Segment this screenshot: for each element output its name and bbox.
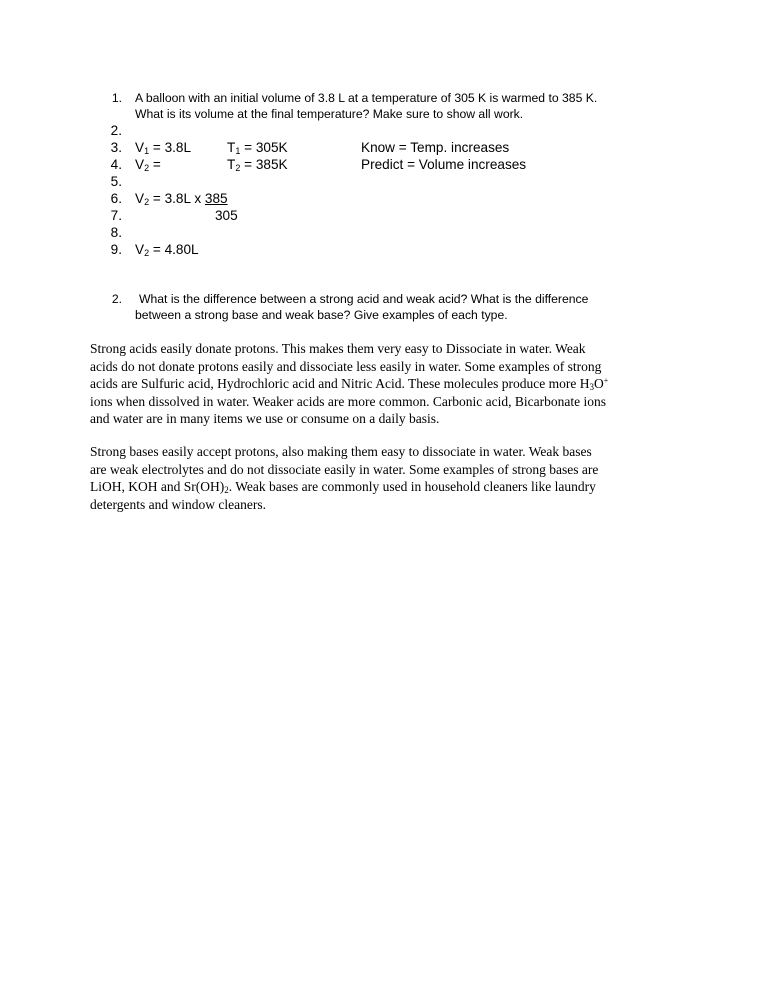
work-line-number: 6. [110,191,122,206]
final-answer: $V_2 = 4.80L$ [135,242,199,258]
unknown-v2: $V_2$ = [135,157,161,173]
question-2-number: 2. [111,292,122,306]
question-1-line-1: A balloon with an initial volume of 3.8 L at a temperature of 305 K is warmed to 385 K. [135,91,598,105]
question-2-line-2: between a strong base and weak base? Give examples of each type. [135,308,508,322]
question-2-line-1: What is the difference between a strong acid and weak acid? What is the difference [139,292,589,306]
calculation: $V_2 = 3.8L$ x 385 [135,191,228,207]
given-t1: $T_1 = 305K$ [227,140,288,156]
work-line-number: 8. [110,225,122,240]
know-statement: Know = Temp. increases [361,140,510,155]
work-line-number: 5. [110,174,122,189]
question-1-line-2: What is its volume at the final temperature? Make sure to show all work. [135,107,524,121]
paragraph-line: acids are Sulfuric acid, Hydrochloric acid and Nitric Acid. These molecules produce more $H_3O^+$ [90,376,609,393]
predict-statement: Predict = Volume increases [361,157,527,172]
answer-acids-paragraph [90,340,708,428]
answer-bases-paragraph [90,443,708,513]
fraction-numerator: 385 [204,191,228,206]
paragraph-line: Strong bases easily accept protons, also making them easy to dissociate in water. Weak bases [90,444,592,459]
paragraph-line: are weak electrolytes and do not dissociate easily in water. Some examples of strong bases are [90,461,599,477]
work-line-number: 4. [110,157,122,172]
paragraph-line: detergents and window cleaners. [90,496,266,512]
work-line-number: 9. [110,242,122,257]
fraction-denominator: 305 [215,208,238,223]
paragraph-line: and water are in many items we use or consume on a daily basis. [90,411,440,427]
paragraph-line: LiOH, KOH and $Sr(OH)_2$. Weak bases are commonly used in household cleaners like laundry [90,479,596,496]
paragraph-line: acids do not donate protons easily and dissociate less easily in water. Some examples of strong [90,358,602,374]
work-line-number: 2. [110,123,122,138]
paragraph-line: Strong acids easily donate protons. This makes them very easy to Dissociate in water. Weak [90,341,586,356]
work-line-number: 7. [110,208,122,223]
paragraph-line: ions when dissolved in water. Weaker acids are more common. Carbonic acid, Bicarbonate ions [90,393,607,409]
question-1-number: 1. [111,91,122,105]
given-t2: $T_2 = 385K$ [227,157,288,173]
work-line-number: 3. [110,140,122,155]
given-v1: $V_1 = 3.8L$ [135,140,192,156]
